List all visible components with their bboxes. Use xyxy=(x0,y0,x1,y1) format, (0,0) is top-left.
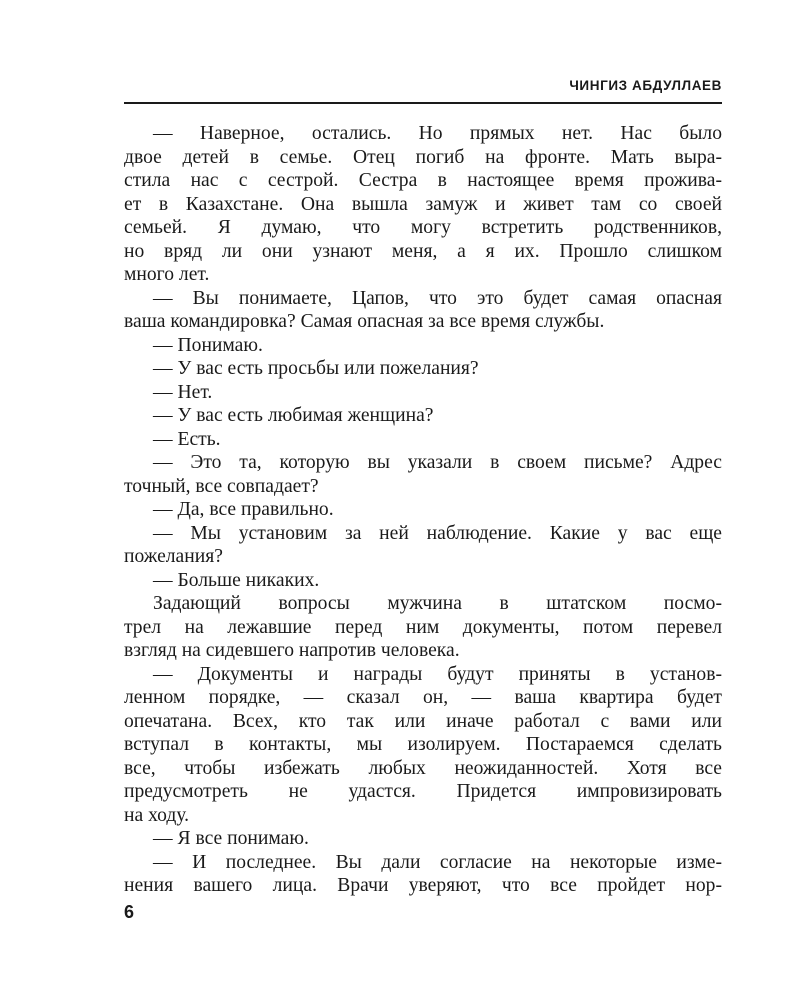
page-body xyxy=(124,122,722,898)
text-line: — У вас есть просьбы или пожелания? xyxy=(153,358,479,379)
text-line: — Нет. xyxy=(153,381,213,403)
text-line: много лет. xyxy=(124,264,210,285)
header-rule xyxy=(124,102,722,104)
text-line: на ходу. xyxy=(124,804,190,826)
text-line: — Да, все правильно. xyxy=(153,499,334,520)
text-line: — И последнее. Вы дали согласие на некоторые изме- xyxy=(153,851,722,873)
page-number: 6 xyxy=(124,902,135,922)
running-header: ЧИНГИЗ АБДУЛЛАЕВ xyxy=(569,78,722,93)
text-line: — Наверное, остались. Но прямых нет. Нас было xyxy=(153,123,722,144)
text-line: все, чтобы избежать любых неожиданностей. Хотя все xyxy=(124,757,722,779)
text-line: — Вы понимаете, Цапов, что это будет самая опасная xyxy=(153,287,722,309)
text-line: семьей. Я думаю, что могу встретить родственников, xyxy=(124,217,722,238)
text-line: пожелания? xyxy=(124,546,223,567)
text-line: стила нас с сестрой. Сестра в настоящее время прожива- xyxy=(124,170,722,191)
text-line: — Есть. xyxy=(153,428,221,450)
text-line: но вряд ли они узнают меня, а я их. Прошло слишком xyxy=(124,240,722,262)
text-line: предусмотреть не удастся. Придется импровизировать xyxy=(124,781,722,802)
text-line: взгляд на сидевшего напротив человека. xyxy=(124,640,460,661)
text-line: — Больше никаких. xyxy=(153,569,320,591)
text-line: ет в Казахстане. Она вышла замуж и живет там со своей xyxy=(124,193,722,215)
text-line: точный, все совпадает? xyxy=(124,475,319,497)
text-line: ленном порядке, — сказал он, — ваша квартира будет xyxy=(124,687,722,708)
text-line: нения вашего лица. Врачи уверяют, что все пройдет нор- xyxy=(124,875,722,896)
text-line: Задающий вопросы мужчина в штатском посмо- xyxy=(153,593,722,614)
text-line: — Мы установим за ней наблюдение. Какие у вас еще xyxy=(153,522,722,544)
text-line: опечатана. Всех, кто так или иначе работал с вами или xyxy=(124,710,722,732)
text-line: ваша командировка? Самая опасная за все время службы. xyxy=(124,311,605,332)
text-line: трел на лежавшие перед ним документы, потом перевел xyxy=(124,616,722,638)
text-line: двое детей в семье. Отец погиб на фронте. Мать выра- xyxy=(124,146,722,168)
text-line: — У вас есть любимая женщина? xyxy=(153,405,434,426)
text-line: вступал в контакты, мы изолируем. Постараемся сделать xyxy=(124,734,722,755)
text-line: — Я все понимаю. xyxy=(153,828,309,849)
text-line: — Это та, которую вы указали в своем письме? Адрес xyxy=(153,452,722,473)
text-line: — Понимаю. xyxy=(153,334,263,356)
text-line: — Документы и награды будут приняты в установ- xyxy=(153,663,722,685)
